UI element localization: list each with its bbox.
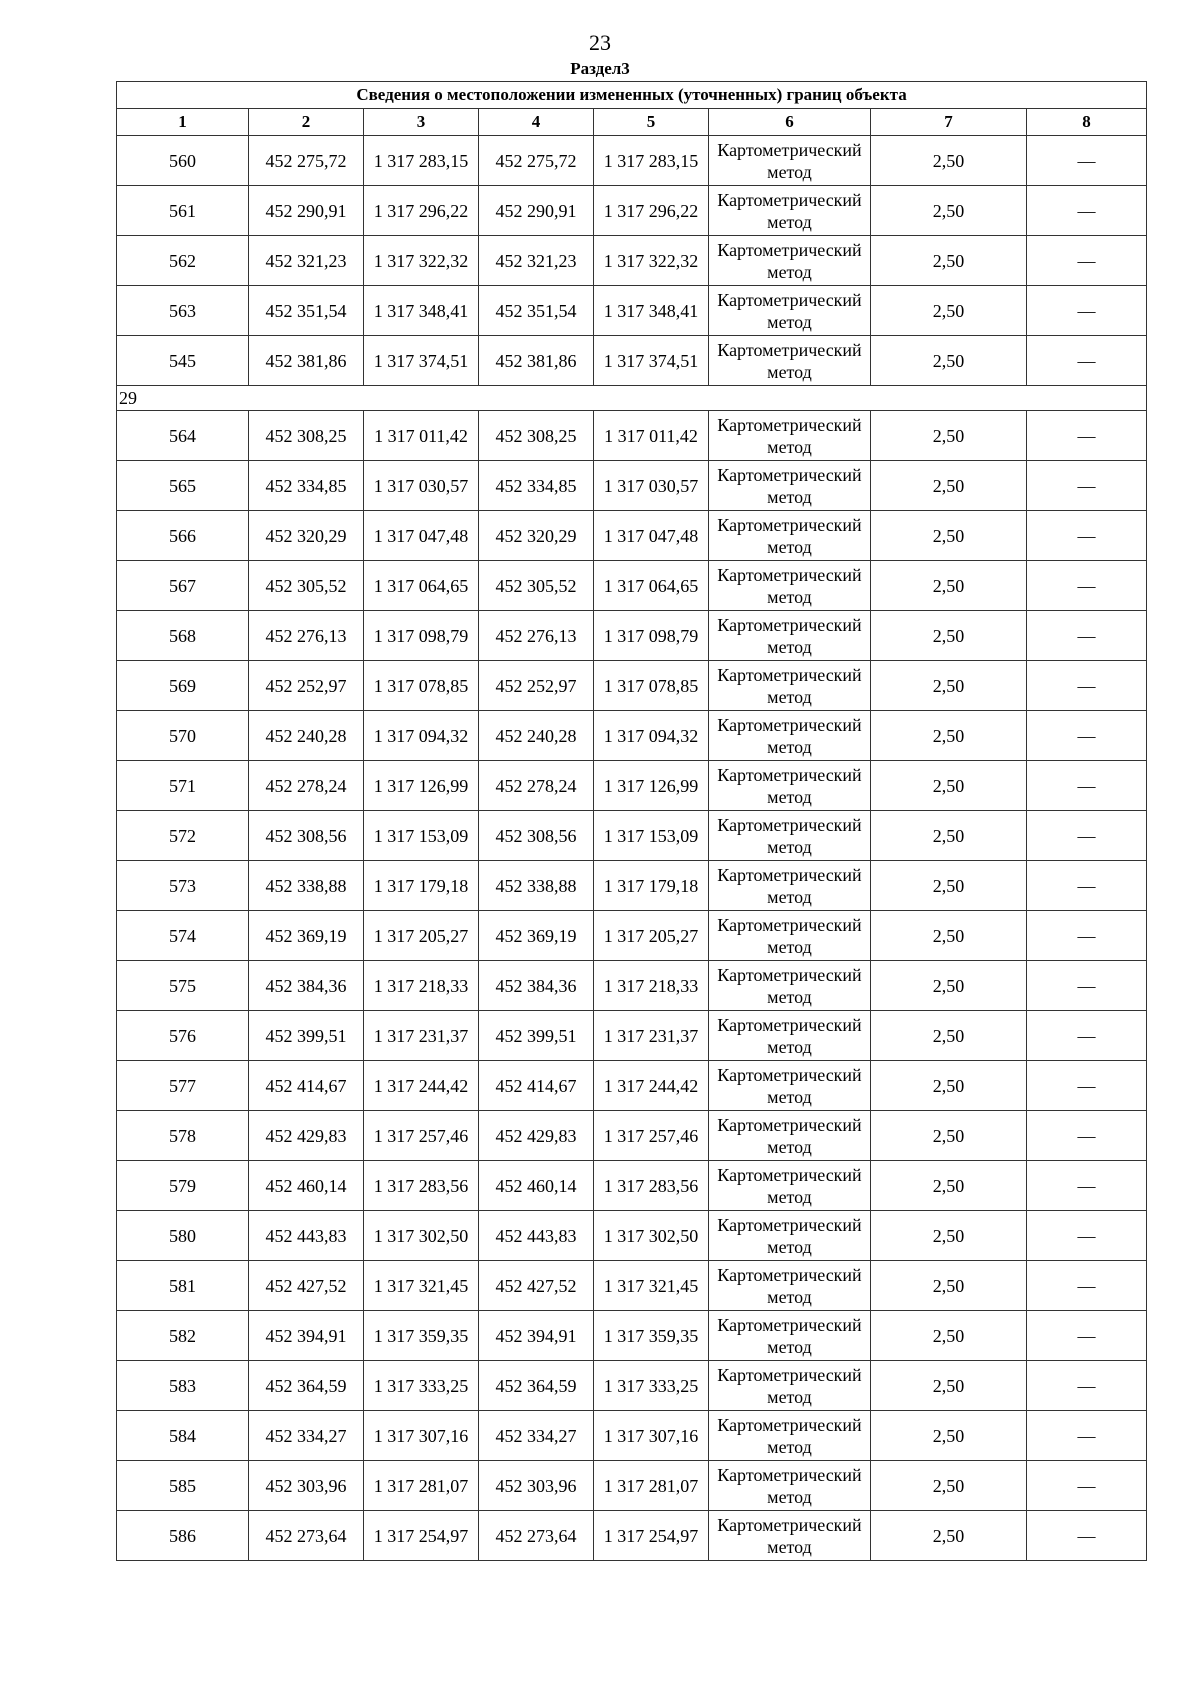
x-old-cell: 452 252,97	[249, 661, 364, 711]
method-cell: Картометрический метод	[709, 136, 871, 186]
y-old-cell: 1 317 302,50	[364, 1211, 479, 1261]
x-new-cell: 452 381,86	[479, 336, 594, 386]
y-new-cell: 1 317 094,32	[594, 711, 709, 761]
table-row	[117, 561, 1147, 611]
y-new-cell: 1 317 281,07	[594, 1461, 709, 1511]
y-new-cell: 1 317 283,15	[594, 136, 709, 186]
column-number: 2	[249, 109, 364, 136]
y-old-cell: 1 317 098,79	[364, 611, 479, 661]
point-number-cell: 560	[117, 136, 249, 186]
x-new-cell: 452 364,59	[479, 1361, 594, 1411]
x-old-cell: 452 273,64	[249, 1511, 364, 1561]
accuracy-cell: 2,50	[871, 861, 1027, 911]
column-number: 5	[594, 109, 709, 136]
accuracy-cell: 2,50	[871, 186, 1027, 236]
y-old-cell: 1 317 333,25	[364, 1361, 479, 1411]
accuracy-cell: 2,50	[871, 811, 1027, 861]
table-row	[117, 711, 1147, 761]
point-number-cell: 580	[117, 1211, 249, 1261]
x-old-cell: 452 351,54	[249, 286, 364, 336]
table-row	[117, 186, 1147, 236]
description-cell: —	[1027, 761, 1147, 811]
x-old-cell: 452 394,91	[249, 1311, 364, 1361]
table-row	[117, 1511, 1147, 1561]
method-cell: Картометрический метод	[709, 511, 871, 561]
accuracy-cell: 2,50	[871, 711, 1027, 761]
method-cell: Картометрический метод	[709, 561, 871, 611]
y-new-cell: 1 317 047,48	[594, 511, 709, 561]
method-cell: Картометрический метод	[709, 1461, 871, 1511]
y-new-cell: 1 317 322,32	[594, 236, 709, 286]
y-old-cell: 1 317 126,99	[364, 761, 479, 811]
x-old-cell: 452 460,14	[249, 1161, 364, 1211]
column-number: 6	[709, 109, 871, 136]
column-number-row	[117, 109, 1147, 136]
column-number: 1	[117, 109, 249, 136]
method-cell: Картометрический метод	[709, 1111, 871, 1161]
point-number-cell: 568	[117, 611, 249, 661]
y-new-cell: 1 317 078,85	[594, 661, 709, 711]
y-old-cell: 1 317 296,22	[364, 186, 479, 236]
y-new-cell: 1 317 333,25	[594, 1361, 709, 1411]
column-number: 8	[1027, 109, 1147, 136]
table-row	[117, 1361, 1147, 1411]
x-old-cell: 452 278,24	[249, 761, 364, 811]
point-number-cell: 584	[117, 1411, 249, 1461]
x-old-cell: 452 338,88	[249, 861, 364, 911]
y-new-cell: 1 317 283,56	[594, 1161, 709, 1211]
method-cell: Картометрический метод	[709, 661, 871, 711]
point-number-cell: 574	[117, 911, 249, 961]
column-number: 7	[871, 109, 1027, 136]
description-cell: —	[1027, 1361, 1147, 1411]
accuracy-cell: 2,50	[871, 1011, 1027, 1061]
table-row	[117, 911, 1147, 961]
description-cell: —	[1027, 861, 1147, 911]
y-old-cell: 1 317 254,97	[364, 1511, 479, 1561]
x-old-cell: 452 275,72	[249, 136, 364, 186]
method-cell: Картометрический метод	[709, 761, 871, 811]
y-new-cell: 1 317 179,18	[594, 861, 709, 911]
description-cell: —	[1027, 136, 1147, 186]
column-number: 4	[479, 109, 594, 136]
x-new-cell: 452 338,88	[479, 861, 594, 911]
y-new-cell: 1 317 098,79	[594, 611, 709, 661]
x-old-cell: 452 240,28	[249, 711, 364, 761]
accuracy-cell: 2,50	[871, 461, 1027, 511]
point-number-cell: 566	[117, 511, 249, 561]
y-old-cell: 1 317 047,48	[364, 511, 479, 561]
table-row	[117, 811, 1147, 861]
accuracy-cell: 2,50	[871, 1111, 1027, 1161]
description-cell: —	[1027, 661, 1147, 711]
accuracy-cell: 2,50	[871, 236, 1027, 286]
description-cell: —	[1027, 611, 1147, 661]
y-new-cell: 1 317 011,42	[594, 411, 709, 461]
x-old-cell: 452 427,52	[249, 1261, 364, 1311]
method-cell: Картометрический метод	[709, 711, 871, 761]
x-new-cell: 452 305,52	[479, 561, 594, 611]
table-row	[117, 661, 1147, 711]
method-cell: Картометрический метод	[709, 1061, 871, 1111]
point-number-cell: 564	[117, 411, 249, 461]
accuracy-cell: 2,50	[871, 136, 1027, 186]
x-new-cell: 452 308,25	[479, 411, 594, 461]
table-row	[117, 1461, 1147, 1511]
y-new-cell: 1 317 244,42	[594, 1061, 709, 1111]
point-number-cell: 577	[117, 1061, 249, 1111]
y-old-cell: 1 317 283,56	[364, 1161, 479, 1211]
description-cell: —	[1027, 1161, 1147, 1211]
y-old-cell: 1 317 094,32	[364, 711, 479, 761]
point-number-cell: 563	[117, 286, 249, 336]
accuracy-cell: 2,50	[871, 961, 1027, 1011]
description-cell: —	[1027, 911, 1147, 961]
x-new-cell: 452 443,83	[479, 1211, 594, 1261]
method-cell: Картометрический метод	[709, 1011, 871, 1061]
x-new-cell: 452 394,91	[479, 1311, 594, 1361]
table-row	[117, 236, 1147, 286]
x-new-cell: 452 308,56	[479, 811, 594, 861]
method-cell: Картометрический метод	[709, 461, 871, 511]
y-new-cell: 1 317 374,51	[594, 336, 709, 386]
description-cell: —	[1027, 1111, 1147, 1161]
point-number-cell: 581	[117, 1261, 249, 1311]
point-number-cell: 573	[117, 861, 249, 911]
y-new-cell: 1 317 348,41	[594, 286, 709, 336]
x-new-cell: 452 240,28	[479, 711, 594, 761]
table-row	[117, 1011, 1147, 1061]
y-old-cell: 1 317 374,51	[364, 336, 479, 386]
description-cell: —	[1027, 1411, 1147, 1461]
point-number-cell: 579	[117, 1161, 249, 1211]
y-old-cell: 1 317 321,45	[364, 1261, 479, 1311]
y-old-cell: 1 317 078,85	[364, 661, 479, 711]
point-number-cell: 567	[117, 561, 249, 611]
y-old-cell: 1 317 011,42	[364, 411, 479, 461]
description-cell: —	[1027, 711, 1147, 761]
description-cell: —	[1027, 1311, 1147, 1361]
description-cell: —	[1027, 286, 1147, 336]
y-new-cell: 1 317 218,33	[594, 961, 709, 1011]
y-new-cell: 1 317 030,57	[594, 461, 709, 511]
table-body	[117, 82, 1147, 1561]
point-number-cell: 582	[117, 1311, 249, 1361]
coordinates-table	[116, 81, 1147, 1561]
point-number-cell: 570	[117, 711, 249, 761]
x-new-cell: 452 320,29	[479, 511, 594, 561]
y-old-cell: 1 317 231,37	[364, 1011, 479, 1061]
x-old-cell: 452 369,19	[249, 911, 364, 961]
y-new-cell: 1 317 321,45	[594, 1261, 709, 1311]
y-old-cell: 1 317 307,16	[364, 1411, 479, 1461]
y-new-cell: 1 317 126,99	[594, 761, 709, 811]
description-cell: —	[1027, 336, 1147, 386]
point-number-cell: 561	[117, 186, 249, 236]
x-old-cell: 452 308,25	[249, 411, 364, 461]
y-new-cell: 1 317 359,35	[594, 1311, 709, 1361]
description-cell: —	[1027, 1511, 1147, 1561]
x-old-cell: 452 399,51	[249, 1011, 364, 1061]
x-old-cell: 452 305,52	[249, 561, 364, 611]
point-number-cell: 565	[117, 461, 249, 511]
table-row	[117, 1061, 1147, 1111]
y-old-cell: 1 317 205,27	[364, 911, 479, 961]
x-old-cell: 452 364,59	[249, 1361, 364, 1411]
y-old-cell: 1 317 348,41	[364, 286, 479, 336]
y-old-cell: 1 317 064,65	[364, 561, 479, 611]
point-number-cell: 585	[117, 1461, 249, 1511]
description-cell: —	[1027, 1211, 1147, 1261]
method-cell: Картометрический метод	[709, 911, 871, 961]
point-number-cell: 569	[117, 661, 249, 711]
y-old-cell: 1 317 030,57	[364, 461, 479, 511]
y-new-cell: 1 317 254,97	[594, 1511, 709, 1561]
accuracy-cell: 2,50	[871, 1461, 1027, 1511]
accuracy-cell: 2,50	[871, 1261, 1027, 1311]
table-row	[117, 461, 1147, 511]
method-cell: Картометрический метод	[709, 1261, 871, 1311]
x-new-cell: 452 252,97	[479, 661, 594, 711]
x-new-cell: 452 351,54	[479, 286, 594, 336]
point-number-cell: 545	[117, 336, 249, 386]
y-new-cell: 1 317 064,65	[594, 561, 709, 611]
method-cell: Картометрический метод	[709, 1361, 871, 1411]
x-old-cell: 452 429,83	[249, 1111, 364, 1161]
x-old-cell: 452 276,13	[249, 611, 364, 661]
table-row	[117, 1411, 1147, 1461]
x-old-cell: 452 414,67	[249, 1061, 364, 1111]
description-cell: —	[1027, 1261, 1147, 1311]
accuracy-cell: 2,50	[871, 1311, 1027, 1361]
table-row	[117, 511, 1147, 561]
point-number-cell: 562	[117, 236, 249, 286]
table-row	[117, 1261, 1147, 1311]
y-new-cell: 1 317 257,46	[594, 1111, 709, 1161]
table-row	[117, 1161, 1147, 1211]
x-new-cell: 452 460,14	[479, 1161, 594, 1211]
method-cell: Картометрический метод	[709, 336, 871, 386]
point-number-cell: 586	[117, 1511, 249, 1561]
method-cell: Картометрический метод	[709, 961, 871, 1011]
point-number-cell: 572	[117, 811, 249, 861]
x-new-cell: 452 273,64	[479, 1511, 594, 1561]
x-new-cell: 452 275,72	[479, 136, 594, 186]
point-number-cell: 583	[117, 1361, 249, 1411]
x-new-cell: 452 429,83	[479, 1111, 594, 1161]
group-row	[117, 386, 1147, 411]
description-cell: —	[1027, 461, 1147, 511]
x-old-cell: 452 290,91	[249, 186, 364, 236]
y-old-cell: 1 317 281,07	[364, 1461, 479, 1511]
description-cell: —	[1027, 1061, 1147, 1111]
method-cell: Картометрический метод	[709, 1211, 871, 1261]
table-row	[117, 861, 1147, 911]
x-new-cell: 452 334,85	[479, 461, 594, 511]
x-new-cell: 452 334,27	[479, 1411, 594, 1461]
table-row	[117, 136, 1147, 186]
table-row	[117, 411, 1147, 461]
accuracy-cell: 2,50	[871, 1511, 1027, 1561]
x-old-cell: 452 334,85	[249, 461, 364, 511]
method-cell: Картометрический метод	[709, 861, 871, 911]
x-old-cell: 452 443,83	[249, 1211, 364, 1261]
table-row	[117, 961, 1147, 1011]
point-number-cell: 571	[117, 761, 249, 811]
x-old-cell: 452 334,27	[249, 1411, 364, 1461]
y-new-cell: 1 317 302,50	[594, 1211, 709, 1261]
table-row	[117, 1111, 1147, 1161]
method-cell: Картометрический метод	[709, 1311, 871, 1361]
group-label: 29	[117, 386, 1147, 411]
x-new-cell: 452 290,91	[479, 186, 594, 236]
method-cell: Картометрический метод	[709, 1161, 871, 1211]
y-new-cell: 1 317 153,09	[594, 811, 709, 861]
accuracy-cell: 2,50	[871, 1161, 1027, 1211]
x-new-cell: 452 384,36	[479, 961, 594, 1011]
description-cell: —	[1027, 1011, 1147, 1061]
description-cell: —	[1027, 411, 1147, 461]
y-new-cell: 1 317 307,16	[594, 1411, 709, 1461]
method-cell: Картометрический метод	[709, 611, 871, 661]
description-cell: —	[1027, 961, 1147, 1011]
accuracy-cell: 2,50	[871, 1411, 1027, 1461]
x-new-cell: 452 321,23	[479, 236, 594, 286]
x-old-cell: 452 303,96	[249, 1461, 364, 1511]
x-new-cell: 452 427,52	[479, 1261, 594, 1311]
method-cell: Картометрический метод	[709, 1511, 871, 1561]
point-number-cell: 575	[117, 961, 249, 1011]
y-new-cell: 1 317 231,37	[594, 1011, 709, 1061]
method-cell: Картометрический метод	[709, 411, 871, 461]
x-new-cell: 452 414,67	[479, 1061, 594, 1111]
table-row	[117, 336, 1147, 386]
y-old-cell: 1 317 244,42	[364, 1061, 479, 1111]
y-old-cell: 1 317 283,15	[364, 136, 479, 186]
x-new-cell: 452 276,13	[479, 611, 594, 661]
x-old-cell: 452 384,36	[249, 961, 364, 1011]
x-old-cell: 452 381,86	[249, 336, 364, 386]
table-caption: Сведения о местоположении измененных (уточненных) границ объекта	[117, 82, 1147, 109]
accuracy-cell: 2,50	[871, 336, 1027, 386]
y-old-cell: 1 317 359,35	[364, 1311, 479, 1361]
y-old-cell: 1 317 179,18	[364, 861, 479, 911]
method-cell: Картометрический метод	[709, 1411, 871, 1461]
table-caption-row	[117, 82, 1147, 109]
table-row	[117, 1211, 1147, 1261]
y-old-cell: 1 317 218,33	[364, 961, 479, 1011]
accuracy-cell: 2,50	[871, 611, 1027, 661]
method-cell: Картометрический метод	[709, 186, 871, 236]
x-new-cell: 452 369,19	[479, 911, 594, 961]
accuracy-cell: 2,50	[871, 511, 1027, 561]
description-cell: —	[1027, 186, 1147, 236]
y-old-cell: 1 317 153,09	[364, 811, 479, 861]
x-old-cell: 452 321,23	[249, 236, 364, 286]
accuracy-cell: 2,50	[871, 561, 1027, 611]
description-cell: —	[1027, 811, 1147, 861]
y-old-cell: 1 317 257,46	[364, 1111, 479, 1161]
table-row	[117, 286, 1147, 336]
method-cell: Картометрический метод	[709, 236, 871, 286]
accuracy-cell: 2,50	[871, 411, 1027, 461]
x-new-cell: 452 278,24	[479, 761, 594, 811]
description-cell: —	[1027, 236, 1147, 286]
x-old-cell: 452 320,29	[249, 511, 364, 561]
method-cell: Картометрический метод	[709, 286, 871, 336]
page-number: 23	[589, 30, 611, 55]
x-new-cell: 452 303,96	[479, 1461, 594, 1511]
accuracy-cell: 2,50	[871, 661, 1027, 711]
accuracy-cell: 2,50	[871, 1361, 1027, 1411]
accuracy-cell: 2,50	[871, 1211, 1027, 1261]
point-number-cell: 578	[117, 1111, 249, 1161]
column-number: 3	[364, 109, 479, 136]
table-row	[117, 1311, 1147, 1361]
y-old-cell: 1 317 322,32	[364, 236, 479, 286]
description-cell: —	[1027, 561, 1147, 611]
table-row	[117, 761, 1147, 811]
description-cell: —	[1027, 511, 1147, 561]
point-number-cell: 576	[117, 1011, 249, 1061]
table-row	[117, 611, 1147, 661]
x-old-cell: 452 308,56	[249, 811, 364, 861]
y-new-cell: 1 317 205,27	[594, 911, 709, 961]
accuracy-cell: 2,50	[871, 911, 1027, 961]
x-new-cell: 452 399,51	[479, 1011, 594, 1061]
method-cell: Картометрический метод	[709, 811, 871, 861]
accuracy-cell: 2,50	[871, 286, 1027, 336]
y-new-cell: 1 317 296,22	[594, 186, 709, 236]
accuracy-cell: 2,50	[871, 1061, 1027, 1111]
accuracy-cell: 2,50	[871, 761, 1027, 811]
section-title: Раздел3	[570, 59, 630, 78]
description-cell: —	[1027, 1461, 1147, 1511]
